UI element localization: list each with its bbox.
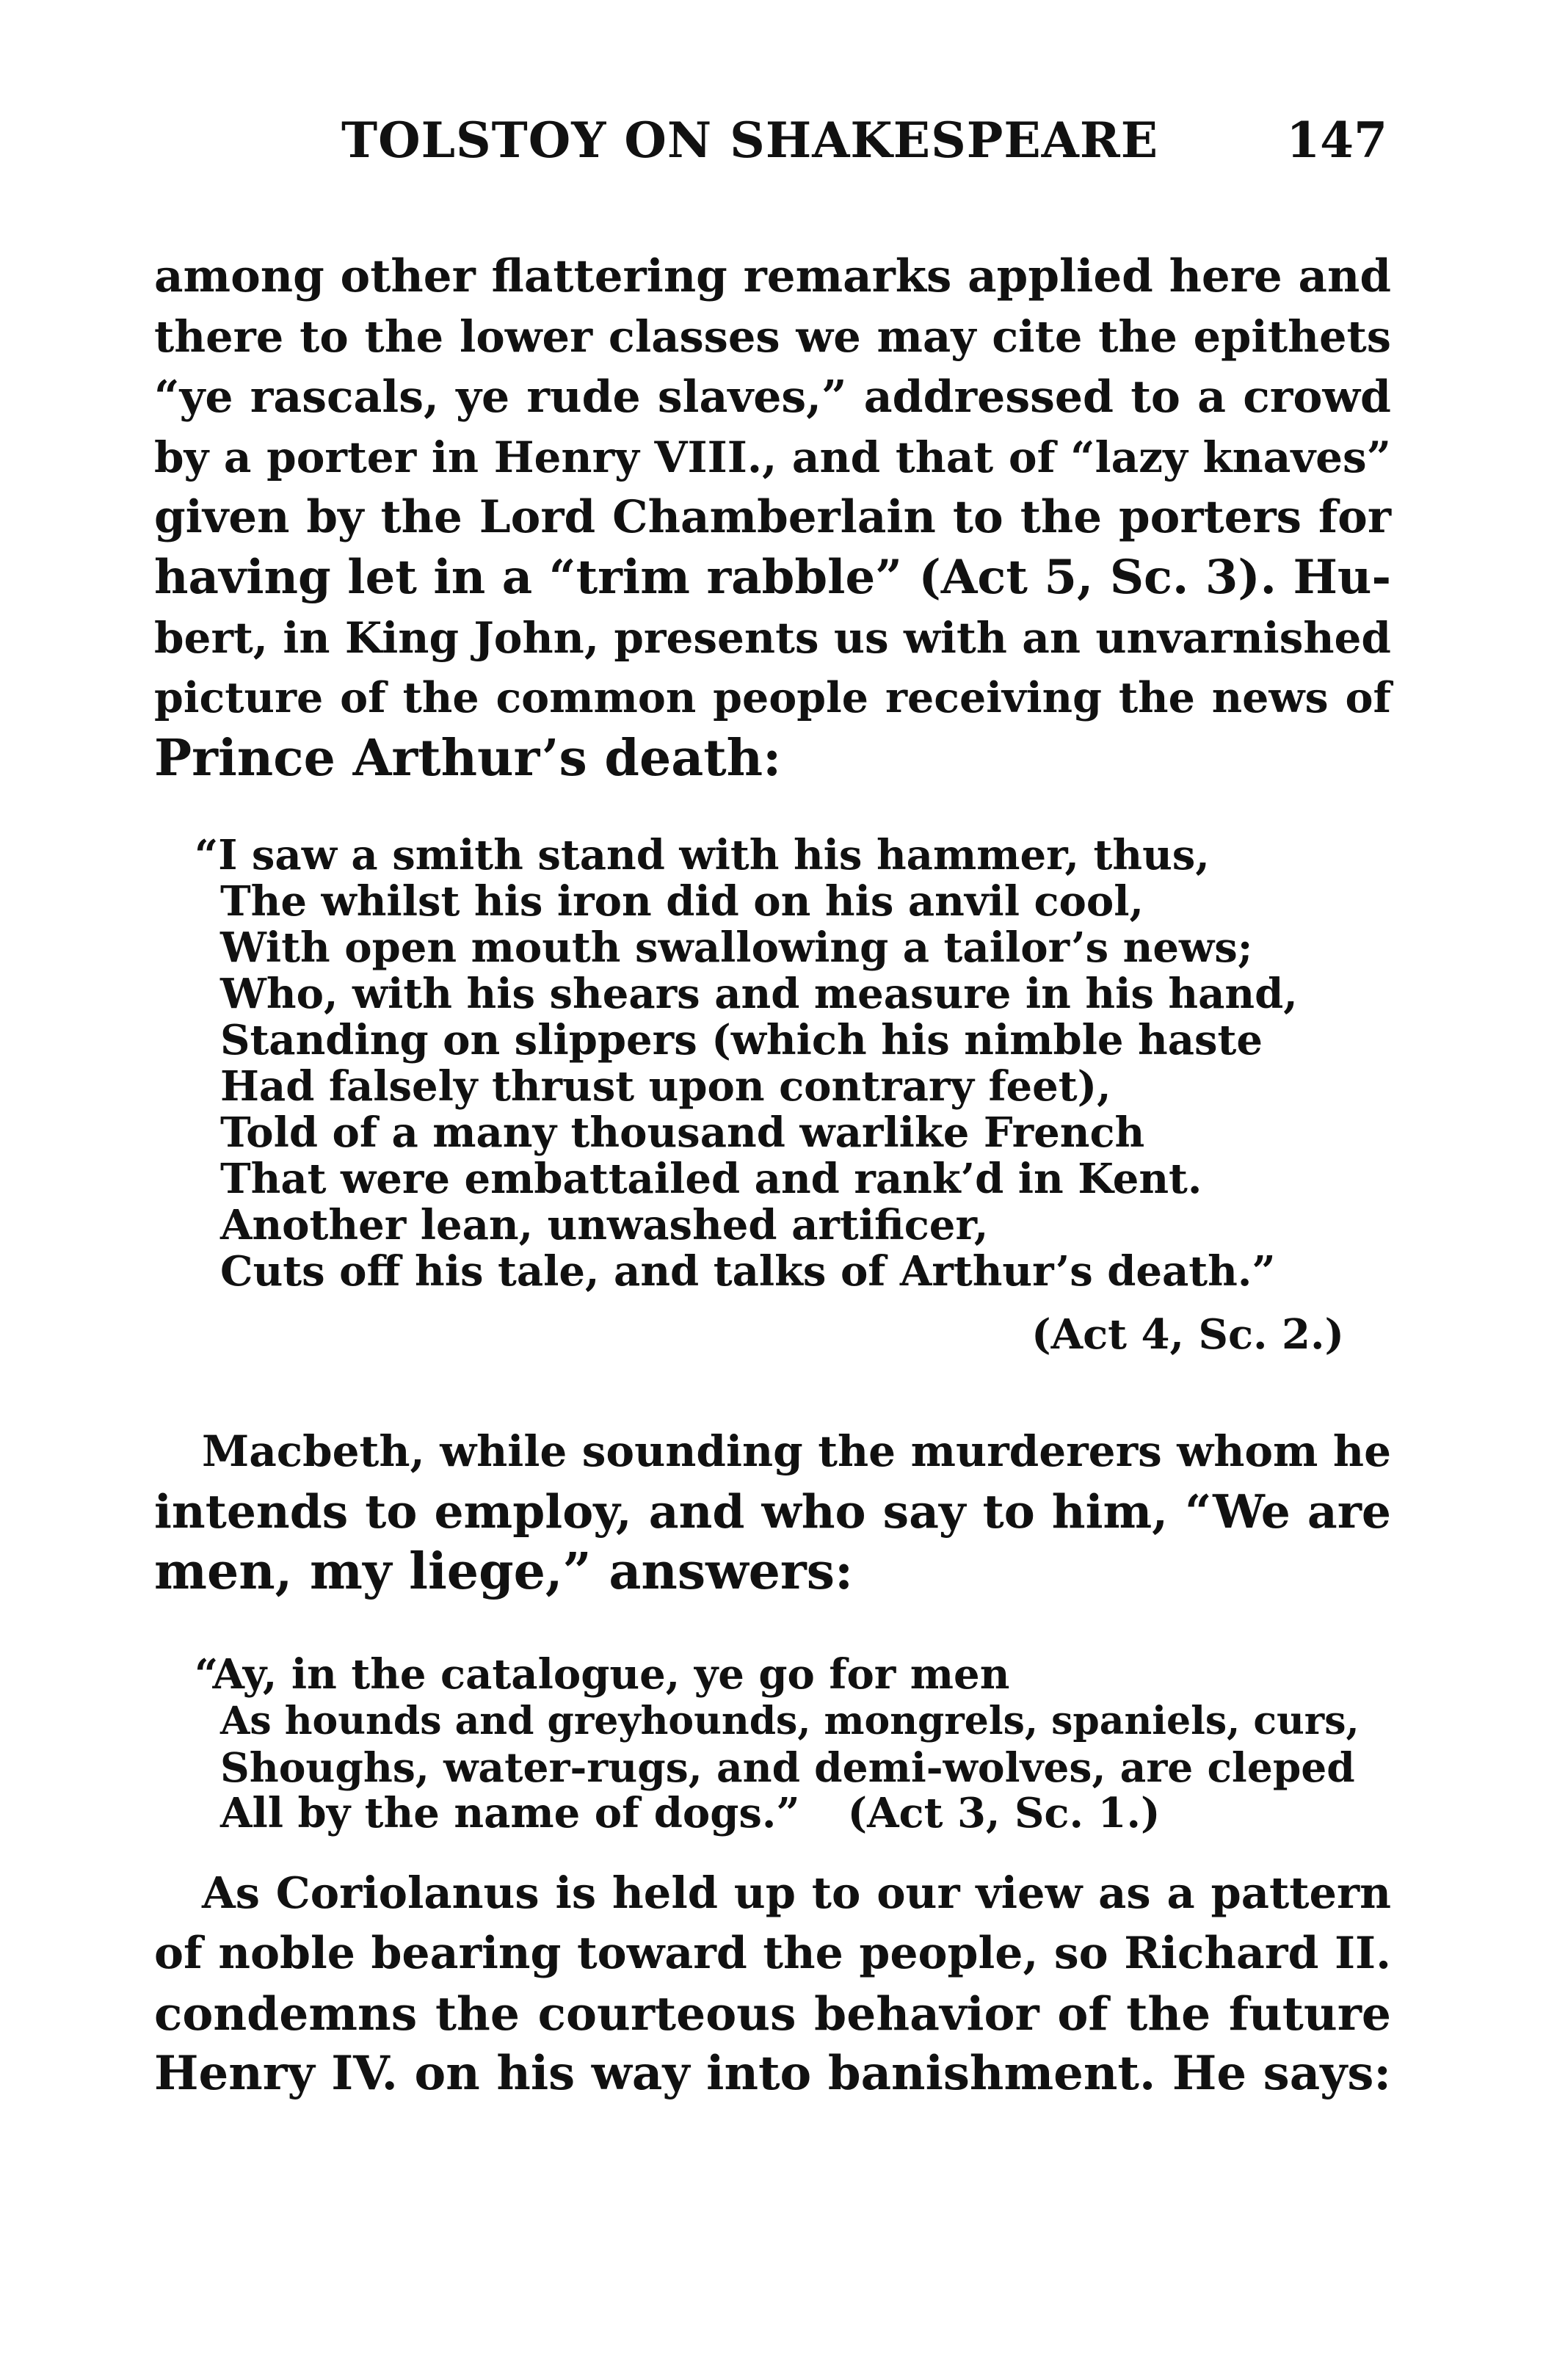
text-line: there to the lower classes we may cite the epithets [154,311,1391,362]
verse-line: Shoughs, water-rugs, and demi-wolves, are cleped [220,1743,1355,1791]
verse-line: Had falsely thrust upon contrary feet), [220,1062,1111,1111]
text-line: among other flattering remarks applied here and [154,250,1391,302]
verse-line: “Ay, in the catalogue, ye go for men [195,1650,1010,1699]
verse-line: Who, with his shears and measure in his hand, [220,970,1298,1018]
text-line: Henry IV. on his way into banishment. He says: [154,2046,1391,2101]
running-title: TOLSTOY ON SHAKESPEARE [341,112,1159,169]
verse-line: Told of a many thousand warlike French [220,1108,1145,1157]
verse-line: Standing on slippers (which his nimble haste [220,1016,1263,1064]
verse-line: With open mouth swallowing a tailor’s news; [220,923,1253,972]
verse-line: That were embattailed and rank’d in Kent. [220,1155,1202,1203]
verse-line: “I saw a smith stand with his hammer, thus, [195,831,1210,879]
text-line: men, my liege,” answers: [154,1542,854,1601]
text-line: As Coriolanus is held up to our view as a pattern [202,1867,1391,1918]
verse-quote-macbeth [195,1652,1369,1837]
paragraph-coriolanus [154,1863,1391,2104]
text-line: given by the Lord Chamberlain to the porters for [154,491,1391,543]
page-number: 147 [1286,112,1387,169]
verse-line: Cuts off his tale, and talks of Arthur’s death.” [220,1247,1276,1296]
verse-line-text: All by the name of dogs.” [220,1789,800,1837]
text-line: “ye rascals, ye rude slaves,” addressed to a crowd [154,371,1391,423]
text-line: by a porter in Henry VIII., and that of “lazy knaves” [154,432,1391,482]
paragraph-macbeth [154,1421,1391,1602]
verse-quote-king-john [195,832,1369,1295]
paragraph-lower-classes [154,247,1391,788]
running-header [154,112,1387,178]
text-line: picture of the common people receiving the news of [154,673,1391,722]
text-line: intends to employ, and who say to him, “We are [154,1484,1391,1539]
text-line: condemns the courteous behavior of the future [154,1986,1391,2041]
text-line: Macbeth, while sounding the murderers whom he [202,1426,1391,1476]
citation-king-john: (Act 4, Sc. 2.) [1031,1310,1344,1359]
verse-line [195,1790,1369,1837]
text-line: of noble bearing toward the people, so Richard II. [154,1928,1391,1979]
verse-line: Another lean, unwashed artificer, [220,1201,989,1249]
text-line: having let in a “trim rabble” (Act 5, Sc. 3). Hu- [154,550,1391,605]
citation-macbeth: (Act 3, Sc. 1.) [847,1789,1161,1837]
verse-line: The whilst his iron did on his anvil cool, [220,877,1144,926]
text-line: bert, in King John, presents us with an unvarnished [154,613,1391,663]
verse-line: As hounds and greyhounds, mongrels, spaniels, curs, [220,1699,1360,1743]
text-line: Prince Arthur’s death: [154,729,782,788]
